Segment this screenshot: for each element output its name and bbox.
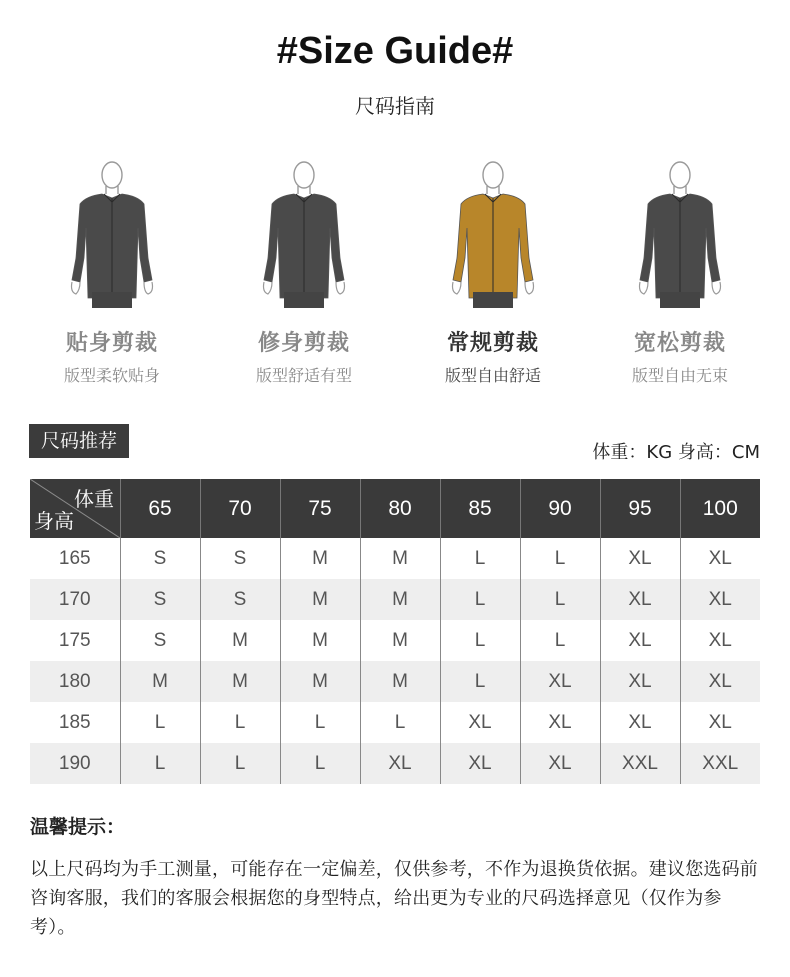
size-cell: S <box>120 538 200 579</box>
size-cell: XL <box>520 743 600 784</box>
size-cell: M <box>280 620 360 661</box>
size-cell: XL <box>600 661 680 702</box>
weight-header: 95 <box>600 479 680 538</box>
size-cell: M <box>280 579 360 620</box>
page-subtitle: 尺码指南 <box>355 94 435 118</box>
size-cell: M <box>360 538 440 579</box>
table-corner-cell <box>30 479 120 538</box>
fit-card <box>219 158 389 386</box>
table-row <box>30 702 760 743</box>
size-cell: S <box>200 538 280 579</box>
fit-description: 版型舒适有型 <box>255 366 352 385</box>
size-cell: XL <box>600 702 680 743</box>
height-cell: 165 <box>58 547 91 569</box>
size-cell: L <box>520 579 600 620</box>
size-cell: L <box>200 702 280 743</box>
size-cell: M <box>280 661 360 702</box>
table-header-row <box>30 479 760 538</box>
size-cell: XL <box>680 579 760 620</box>
height-cell: 170 <box>30 579 120 620</box>
height-cell: 175 <box>58 629 91 651</box>
size-cell: L <box>120 702 200 743</box>
page-title: #Size Guide# <box>276 30 514 72</box>
table-row <box>30 538 760 579</box>
size-cell: L <box>520 620 600 661</box>
size-cell: M <box>360 579 440 620</box>
size-cell: L <box>520 538 600 579</box>
size-cell: XL <box>440 702 520 743</box>
fit-name: 贴身剪裁 <box>65 331 158 356</box>
size-cell: S <box>200 579 280 620</box>
size-cell: L <box>440 661 520 702</box>
size-cell: M <box>200 661 280 702</box>
size-cell: M <box>120 661 200 702</box>
table-row <box>30 661 760 702</box>
size-cell: S <box>120 579 200 620</box>
jacket-figure-icon <box>595 158 765 308</box>
size-cell: M <box>360 620 440 661</box>
size-cell: XL <box>680 538 760 579</box>
weight-header: 85 <box>440 479 520 538</box>
fit-card <box>595 158 765 386</box>
weight-header: 80 <box>360 479 440 538</box>
size-table <box>30 479 760 784</box>
height-cell: 190 <box>30 743 120 784</box>
size-cell: M <box>360 661 440 702</box>
size-cell: L <box>280 702 360 743</box>
fit-description: 版型柔软贴身 <box>63 366 160 385</box>
height-cell: 185 <box>58 711 91 733</box>
size-cell: XL <box>360 743 440 784</box>
weight-header: 100 <box>680 479 760 538</box>
size-cell: S <box>120 620 200 661</box>
size-cell: XXL <box>600 743 680 784</box>
tips-title: 温馨提示： <box>30 816 126 838</box>
fit-description: 版型自由舒适 <box>444 366 541 385</box>
size-cell: L <box>440 579 520 620</box>
table-row <box>30 579 760 620</box>
size-recommend-label: 尺码推荐 <box>29 424 129 458</box>
jacket-figure-icon <box>27 158 197 308</box>
fit-card <box>27 158 197 386</box>
size-cell: XL <box>520 661 600 702</box>
weight-header: 90 <box>520 479 600 538</box>
size-cell: XL <box>600 579 680 620</box>
table-row <box>30 620 760 661</box>
weight-header: 75 <box>280 479 360 538</box>
weight-header: 70 <box>200 479 280 538</box>
corner-weight-label: 体重 <box>74 489 114 511</box>
size-cell: L <box>440 538 520 579</box>
fit-card <box>408 158 578 386</box>
size-cell: M <box>200 620 280 661</box>
size-cell: XXL <box>680 743 760 784</box>
size-cell: XL <box>600 538 680 579</box>
size-cell: M <box>280 538 360 579</box>
corner-height-label: 身高 <box>34 511 74 533</box>
fit-name: 常规剪裁 <box>446 331 539 356</box>
size-cell: XL <box>680 702 760 743</box>
size-cell: L <box>280 743 360 784</box>
size-cell: XL <box>520 702 600 743</box>
jacket-figure-icon <box>408 158 578 308</box>
jacket-figure-icon <box>219 158 389 308</box>
height-cell: 180 <box>30 661 120 702</box>
weight-header: 65 <box>120 479 200 538</box>
size-cell: XL <box>440 743 520 784</box>
size-cell: XL <box>680 620 760 661</box>
fit-name: 修身剪裁 <box>257 331 350 356</box>
fit-name: 宽松剪裁 <box>633 331 726 356</box>
size-cell: XL <box>600 620 680 661</box>
size-cell: L <box>440 620 520 661</box>
size-cell: L <box>120 743 200 784</box>
table-row <box>30 743 760 784</box>
size-cell: L <box>360 702 440 743</box>
fit-description: 版型自由无束 <box>631 366 728 385</box>
size-cell: XL <box>680 661 760 702</box>
tips-body: 以上尺码均为手工测量，可能存在一定偏差，仅供参考，不作为退换货依据。建议您选码前咨询客服，我们的客服会根据您的身型特点，给出更为专业的尺码选择意见（仅作为参考）。 <box>30 859 758 938</box>
size-cell: L <box>200 743 280 784</box>
units-note: 体重：KG 身高：CM <box>592 442 760 463</box>
fit-types <box>0 158 790 388</box>
